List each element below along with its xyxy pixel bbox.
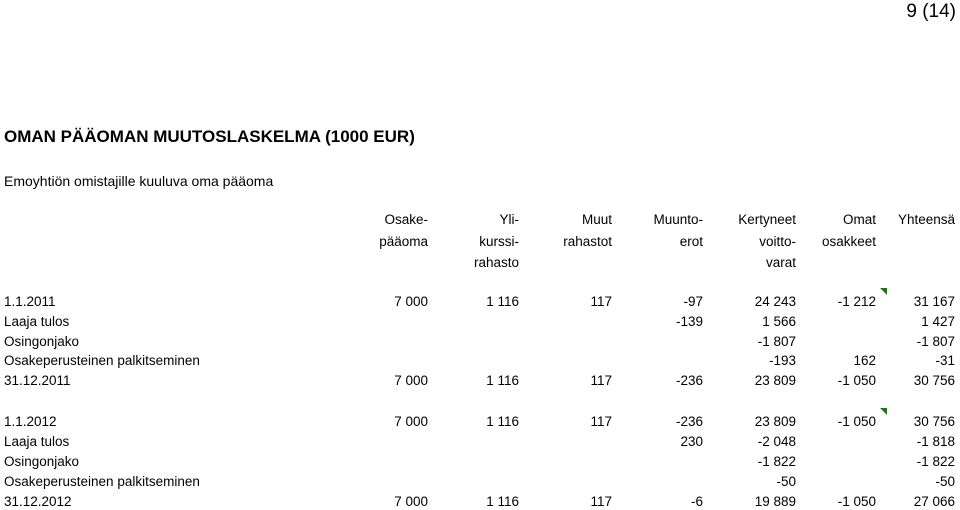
- table-cell: -236: [675, 414, 703, 429]
- comment-marker-icon: [880, 288, 887, 295]
- table-cell: -1 807: [757, 334, 796, 349]
- table-cell: -6: [690, 494, 703, 509]
- column-header: voitto-: [759, 234, 796, 249]
- row-label: Osakeperusteinen palkitseminen: [4, 474, 200, 489]
- column-header: rahastot: [563, 234, 612, 249]
- column-header: Muunto-: [653, 212, 703, 227]
- table-cell: -236: [675, 373, 703, 388]
- table-cell: -50: [935, 474, 955, 489]
- column-header: osakkeet: [821, 234, 876, 249]
- column-header: erot: [679, 234, 703, 249]
- table-cell: 7 000: [394, 373, 428, 388]
- table-cell: 1 116: [486, 373, 519, 388]
- row-label: Laaja tulos: [4, 434, 70, 449]
- table-cell: 19 889: [754, 494, 796, 509]
- table-cell: -97: [683, 294, 703, 309]
- table-cell: 117: [590, 414, 612, 429]
- table-cell: 7 000: [394, 414, 428, 429]
- table-cell: 1 116: [486, 414, 519, 429]
- row-label: 1.1.2011: [4, 294, 56, 309]
- table-cell: -139: [675, 314, 703, 329]
- table-cell: -2 048: [757, 434, 796, 449]
- table-cell: -1 822: [757, 454, 796, 469]
- table-cell: 30 756: [913, 414, 955, 429]
- row-label: Osingonjako: [4, 454, 80, 469]
- table-cell: 117: [590, 373, 612, 388]
- table-cell: 1 566: [762, 314, 796, 329]
- column-header: Osake-: [384, 212, 428, 227]
- table-cell: 7 000: [394, 294, 428, 309]
- table-cell: 1 427: [921, 314, 955, 329]
- table-cell: -50: [776, 474, 796, 489]
- row-label: 1.1.2012: [4, 414, 57, 429]
- column-header: Kertyneet: [738, 212, 796, 227]
- row-label: Osakeperusteinen palkitseminen: [4, 353, 200, 368]
- table-cell: 23 809: [754, 414, 796, 429]
- column-header: Yli-: [499, 212, 519, 227]
- table-cell: 162: [853, 353, 876, 368]
- comment-marker-icon: [880, 408, 887, 415]
- table-cell: -193: [768, 353, 796, 368]
- column-header: Muut: [581, 212, 612, 227]
- table-cell: 31 167: [913, 294, 955, 309]
- row-label: 31.12.2012: [4, 494, 72, 509]
- column-header: pääoma: [379, 234, 428, 249]
- table-cell: -1 212: [837, 294, 876, 309]
- column-header: kurssi-: [479, 234, 519, 249]
- page-title: OMAN PÄÄOMAN MUUTOSLASKELMA (1000 EUR): [4, 127, 415, 146]
- table-cell: 1 116: [486, 294, 519, 309]
- table-cell: -1 050: [837, 414, 876, 429]
- column-header: Yhteensä: [897, 212, 955, 227]
- table-cell: -1 050: [837, 494, 876, 509]
- table-cell: 230: [680, 434, 703, 449]
- table-cell: -1 050: [837, 373, 876, 388]
- table-cell: -1 822: [916, 454, 955, 469]
- row-label: Osingonjako: [4, 334, 80, 349]
- row-label: 31.12.2011: [4, 373, 71, 388]
- table-cell: 7 000: [394, 494, 428, 509]
- page-number: 9 (14): [906, 1, 956, 22]
- table-cell: 30 756: [913, 373, 955, 388]
- table-cell: -31: [935, 353, 955, 368]
- table-cell: 24 243: [754, 294, 796, 309]
- table-cell: 117: [590, 494, 612, 509]
- column-header: varat: [765, 255, 796, 270]
- table-cell: -1 807: [916, 334, 955, 349]
- table-cell: 23 809: [754, 373, 796, 388]
- table-cell: -1 818: [916, 434, 955, 449]
- table-cell: 1 116: [486, 494, 519, 509]
- column-header: rahasto: [473, 255, 519, 270]
- row-label: Laaja tulos: [4, 314, 70, 329]
- column-header: Omat: [842, 212, 876, 227]
- table-cell: 117: [590, 294, 612, 309]
- table-subtitle: Emoyhtiön omistajille kuuluva oma pääoma: [4, 173, 274, 189]
- table-cell: 27 066: [913, 494, 955, 509]
